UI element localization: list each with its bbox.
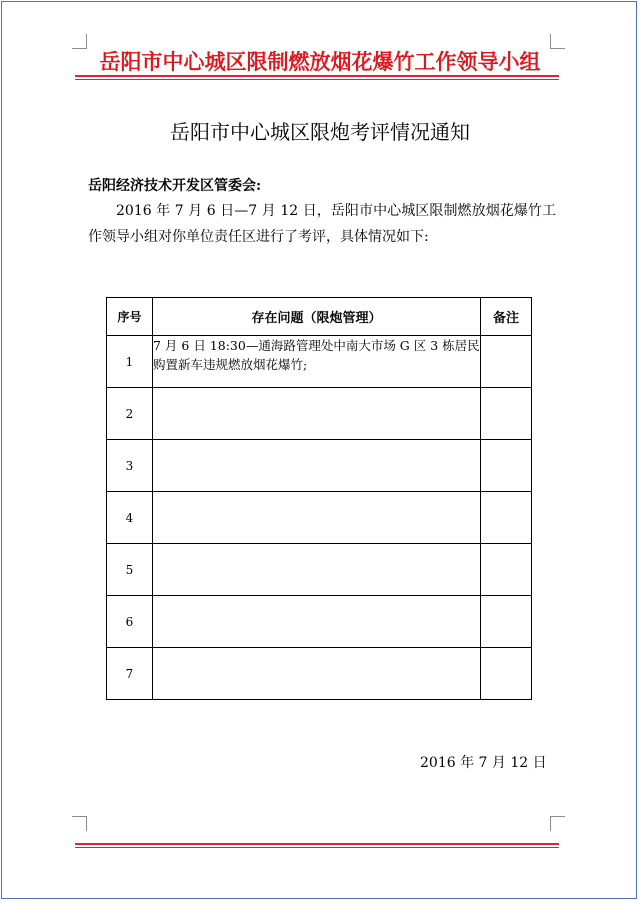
footer-red-rule: [75, 843, 559, 845]
header-red-rule-thin: [75, 79, 559, 80]
row-note: [481, 648, 532, 700]
row-note: [481, 336, 532, 388]
row-issue: [153, 648, 481, 700]
row-number: 6: [107, 596, 153, 648]
org-header-title: 岳阳市中心城区限制燃放烟花爆竹工作领导小组: [99, 49, 541, 74]
issue-date: 2016 年 7 月 12 日: [420, 755, 547, 771]
header-red-rule: [75, 75, 559, 77]
margin-mark-bottom-right: [550, 816, 565, 831]
header-note: 备注: [481, 298, 532, 336]
row-note: [481, 440, 532, 492]
table-row: [107, 388, 532, 440]
row-number: 5: [107, 544, 153, 596]
row-issue: [153, 492, 481, 544]
row-issue: [153, 440, 481, 492]
row-note: [481, 544, 532, 596]
footer-red-rule-thin: [75, 847, 559, 848]
row-issue: [153, 596, 481, 648]
row-number: 3: [107, 440, 153, 492]
row-note: [481, 388, 532, 440]
row-number: 2: [107, 388, 153, 440]
row-note: [481, 596, 532, 648]
issues-table: [106, 297, 532, 700]
row-issue: [153, 544, 481, 596]
table-row: [107, 544, 532, 596]
row-issue: [153, 388, 481, 440]
table-row: [107, 440, 532, 492]
row-issue: 7 月 6 日 18:30—通海路管理处中南大市场 G 区 3 栋居民购置新车违规燃放烟花爆竹;: [153, 336, 481, 388]
table-header-row: [107, 298, 532, 336]
row-number: 7: [107, 648, 153, 700]
margin-mark-bottom-left: [72, 816, 87, 831]
addressee: 岳阳经济技术开发区管委会:: [88, 178, 262, 194]
row-number: 4: [107, 492, 153, 544]
table-row: [107, 648, 532, 700]
header-issue: 存在问题（限炮管理）: [153, 298, 481, 336]
notice-body: 2016 年 7 月 6 日—7 月 12 日，岳阳市中心城区限制燃放烟花爆竹工作领导小组对你单位责任区进行了考评，具体情况如下:: [88, 203, 556, 245]
table-row: [107, 336, 532, 388]
table-row: [107, 596, 532, 648]
header-seq: 序号: [107, 298, 153, 336]
row-number: 1: [107, 336, 153, 388]
notice-title: 岳阳市中心城区限炮考评情况通知: [170, 120, 470, 144]
row-note: [481, 492, 532, 544]
table-row: [107, 492, 532, 544]
